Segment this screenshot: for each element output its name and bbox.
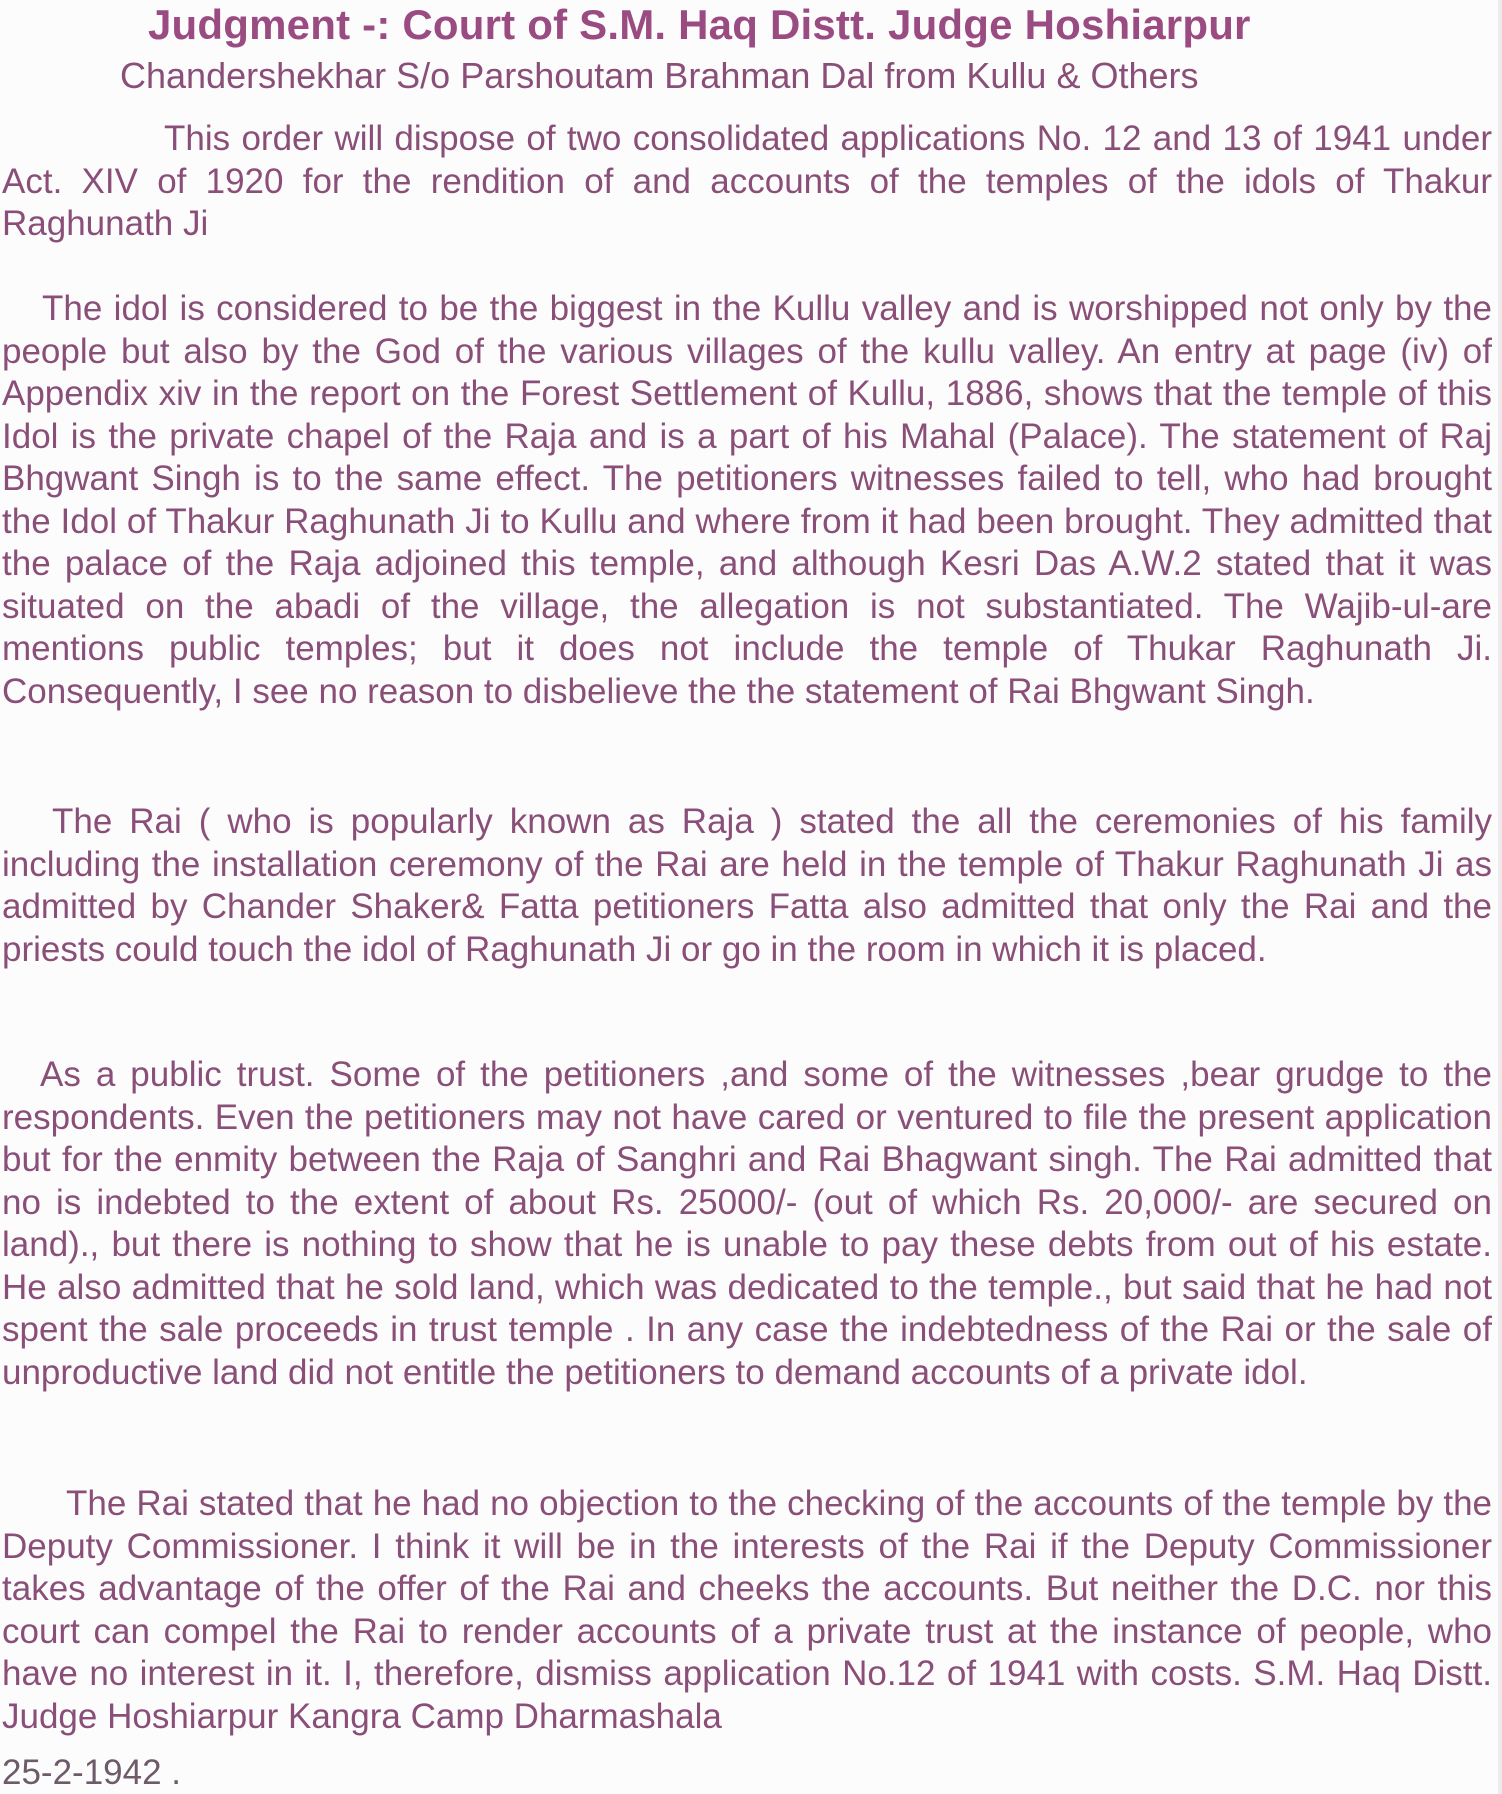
paragraph-3 <box>2 801 1492 971</box>
paragraph-2 <box>2 288 1492 713</box>
document-subtitle: Chandershekhar S/o Parshoutam Brahman Dal from Kullu & Others <box>120 55 1199 96</box>
paragraph-5 <box>2 1483 1492 1738</box>
paragraph-4 <box>2 1054 1492 1394</box>
judgment-date: 25-2-1942 . <box>2 1753 182 1792</box>
paragraph-5-text: The Rai stated that he had no objection to the checking of the accounts of the temple by the Deputy Commissioner. I think it will be in the interests of the Rai if the Deputy Commissioner takes advantage of the offer of the Rai and cheeks the accounts. But neither the D.C. nor this court can compel the Rai to render accounts of a private trust at the instance of people, who have no interest in it. I, therefore, dismiss application No.12 of 1941 with costs. S.M. Haq Distt. Judge Hoshiarpur Kangra Camp Dharmashala <box>2 1484 1492 1736</box>
scan-edge <box>1498 0 1502 1794</box>
paragraph-3-text: The Rai ( who is popularly known as Raja ) stated the all the ceremonies of his family including the installation ceremony of the Rai are held in the temple of Thakur Raghunath Ji as admitted by Chander Shaker& Fatta petitioners Fatta also admitted that only the Rai and the priests could touch the idol of Raghunath Ji or go in the room in which it is placed. <box>2 802 1492 969</box>
paragraph-2-text: The idol is considered to be the biggest in the Kullu valley and is worshipped not only by the people but also by the God of the various villages of the kullu valley. An entry at page (iv) of Appendix xiv in the report on the Forest Settlement of Kullu, 1886, shows that the temple of this Idol is the private chapel of the Raja and is a part of his Mahal (Palace). The statement of Raj Bhgwant Singh is to the same effect. The petitioners witnesses failed to tell, who had brought the Idol of Thakur Raghunath Ji to Kullu and where from it had been brought. They admitted that the palace of the Raja adjoined this temple, and although Kesri Das A.W.2 stated that it was situated on the abadi of the village, the allegation is not substantiated. The Wajib-ul-are mentions public temples; but it does not include the temple of Thukar Raghunath Ji. Consequently, I see no reason to disbelieve the the statement of Rai Bhgwant Singh. <box>2 289 1492 711</box>
document-title: Judgment -: Court of S.M. Haq Distt. Judge Hoshiarpur <box>148 1 1251 48</box>
paragraph-1-text: This order will dispose of two consolidated applications No. 12 and 13 of 1941 under Act. XIV of 1920 for the rendition of and accounts of the temples of the idols of Thakur Raghunath Ji <box>2 119 1492 243</box>
paragraph-4-text: As a public trust. Some of the petitioners ,and some of the witnesses ,bear grudge to the respondents. Even the petitioners may not have cared or ventured to file the present application but for the enmity between the Raja of Sanghri and Rai Bhagwant singh. The Rai admitted that no is indebted to the extent of about Rs. 25000/- (out of which Rs. 20,000/- are secured on land)., but there is nothing to show that he is unable to pay these debts from out of his estate. He also admitted that he sold land, which was dedicated to the temple., but said that he had not spent the sale proceeds in trust temple . In any case the indebtedness of the Rai or the sale of unproductive land did not entitle the petitioners to demand accounts of a private idol. <box>2 1055 1492 1392</box>
paragraph-1 <box>2 118 1492 246</box>
